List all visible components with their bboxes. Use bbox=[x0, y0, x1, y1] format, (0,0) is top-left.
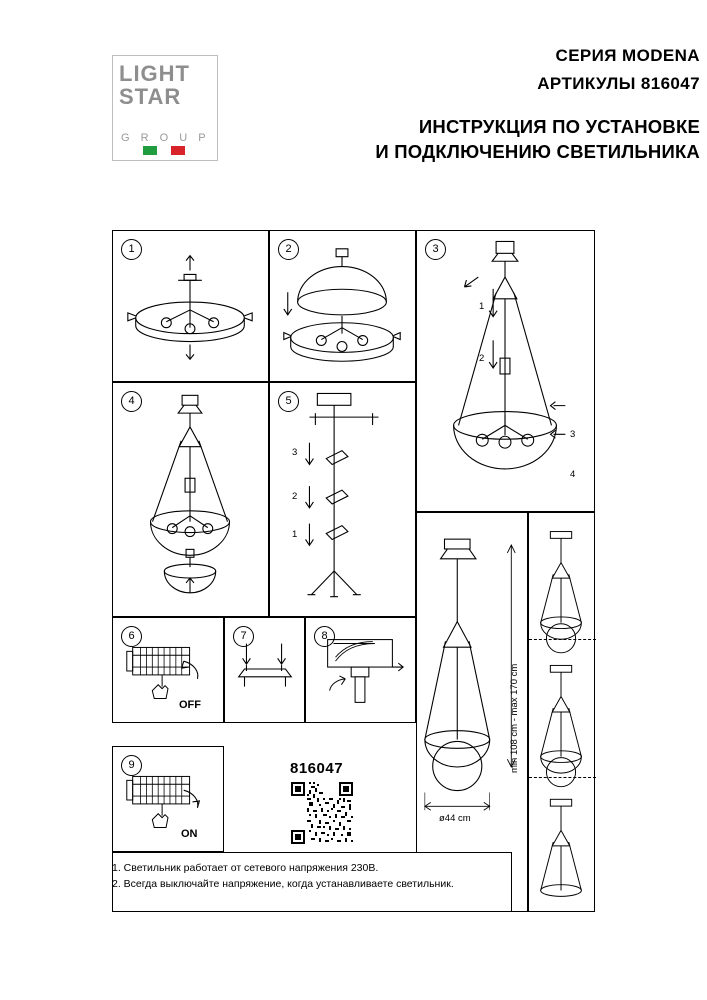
header bbox=[0, 0, 707, 200]
brand-name-line1: LIGHT bbox=[119, 61, 190, 86]
step5-mark-2: 2 bbox=[292, 491, 298, 502]
step5-mark-1: 1 bbox=[292, 529, 298, 540]
note-2: 2. Всегда выключайте напряжение, когда устанавливаете светильник. bbox=[112, 878, 454, 890]
step-illustration-2 bbox=[270, 231, 415, 381]
article-code: 816047 bbox=[290, 760, 344, 777]
switch-off-label: OFF bbox=[179, 699, 201, 711]
qr-code bbox=[291, 782, 353, 844]
brand-name-line2: STAR bbox=[119, 84, 182, 109]
step-panel-3 bbox=[416, 230, 595, 512]
diameter-label: ø44 cm bbox=[439, 813, 471, 824]
step-number-8: 8 bbox=[314, 626, 335, 647]
step-panel-9 bbox=[112, 746, 224, 852]
step-number-4: 4 bbox=[121, 391, 142, 412]
product-variants-panel bbox=[528, 512, 595, 912]
step-number-5: 5 bbox=[278, 391, 299, 412]
step-panel-4 bbox=[112, 382, 269, 617]
step3-mark-3: 3 bbox=[570, 429, 576, 440]
header-text-block bbox=[240, 46, 700, 164]
step-number-2: 2 bbox=[278, 239, 299, 260]
notes bbox=[112, 860, 512, 892]
height-range-label: min 108 cm - max 170 cm bbox=[509, 663, 520, 773]
step3-mark-4: 4 bbox=[570, 469, 576, 480]
step-number-3: 3 bbox=[425, 239, 446, 260]
step3-mark-1: 1 bbox=[479, 301, 485, 312]
step-panel-5 bbox=[269, 382, 416, 617]
step5-mark-3: 3 bbox=[292, 447, 298, 458]
variant-divider-2 bbox=[529, 777, 596, 778]
series-label: СЕРИЯ MODENA bbox=[555, 46, 700, 65]
step-illustration-1 bbox=[113, 231, 268, 381]
step-illustration-4 bbox=[113, 383, 268, 616]
step-number-7: 7 bbox=[233, 626, 254, 647]
switch-on-label: ON bbox=[181, 828, 198, 840]
step-illustration-8 bbox=[306, 618, 415, 722]
step-panel-6 bbox=[112, 617, 224, 723]
step-number-1: 1 bbox=[121, 239, 142, 260]
doc-title-line1: ИНСТРУКЦИЯ ПО УСТАНОВКЕ bbox=[418, 116, 700, 137]
brand-logo bbox=[112, 55, 218, 161]
step-number-9: 9 bbox=[121, 755, 142, 776]
brand-name bbox=[119, 62, 219, 108]
italy-flag-icon bbox=[143, 146, 185, 155]
articles-label: АРТИКУЛЫ 816047 bbox=[537, 74, 700, 93]
step-illustration-3 bbox=[417, 231, 594, 511]
step-panel-8 bbox=[305, 617, 416, 723]
step-illustration-9 bbox=[113, 747, 223, 851]
note-1: 1. Светильник работает от сетевого напряжения 230В. bbox=[112, 862, 379, 874]
doc-title-line2: И ПОДКЛЮЧЕНИЮ СВЕТИЛЬНИКА bbox=[375, 141, 700, 162]
step-illustration-7 bbox=[225, 618, 304, 722]
variant-illustrations bbox=[529, 513, 594, 911]
step3-mark-2: 2 bbox=[479, 353, 485, 364]
step-panel-2 bbox=[269, 230, 416, 382]
step-panel-7 bbox=[224, 617, 305, 723]
variant-divider-1 bbox=[529, 639, 596, 640]
step-number-6: 6 bbox=[121, 626, 142, 647]
step-illustration-6 bbox=[113, 618, 223, 722]
brand-subtitle: G R O U P bbox=[121, 132, 210, 144]
step-panel-1 bbox=[112, 230, 269, 382]
